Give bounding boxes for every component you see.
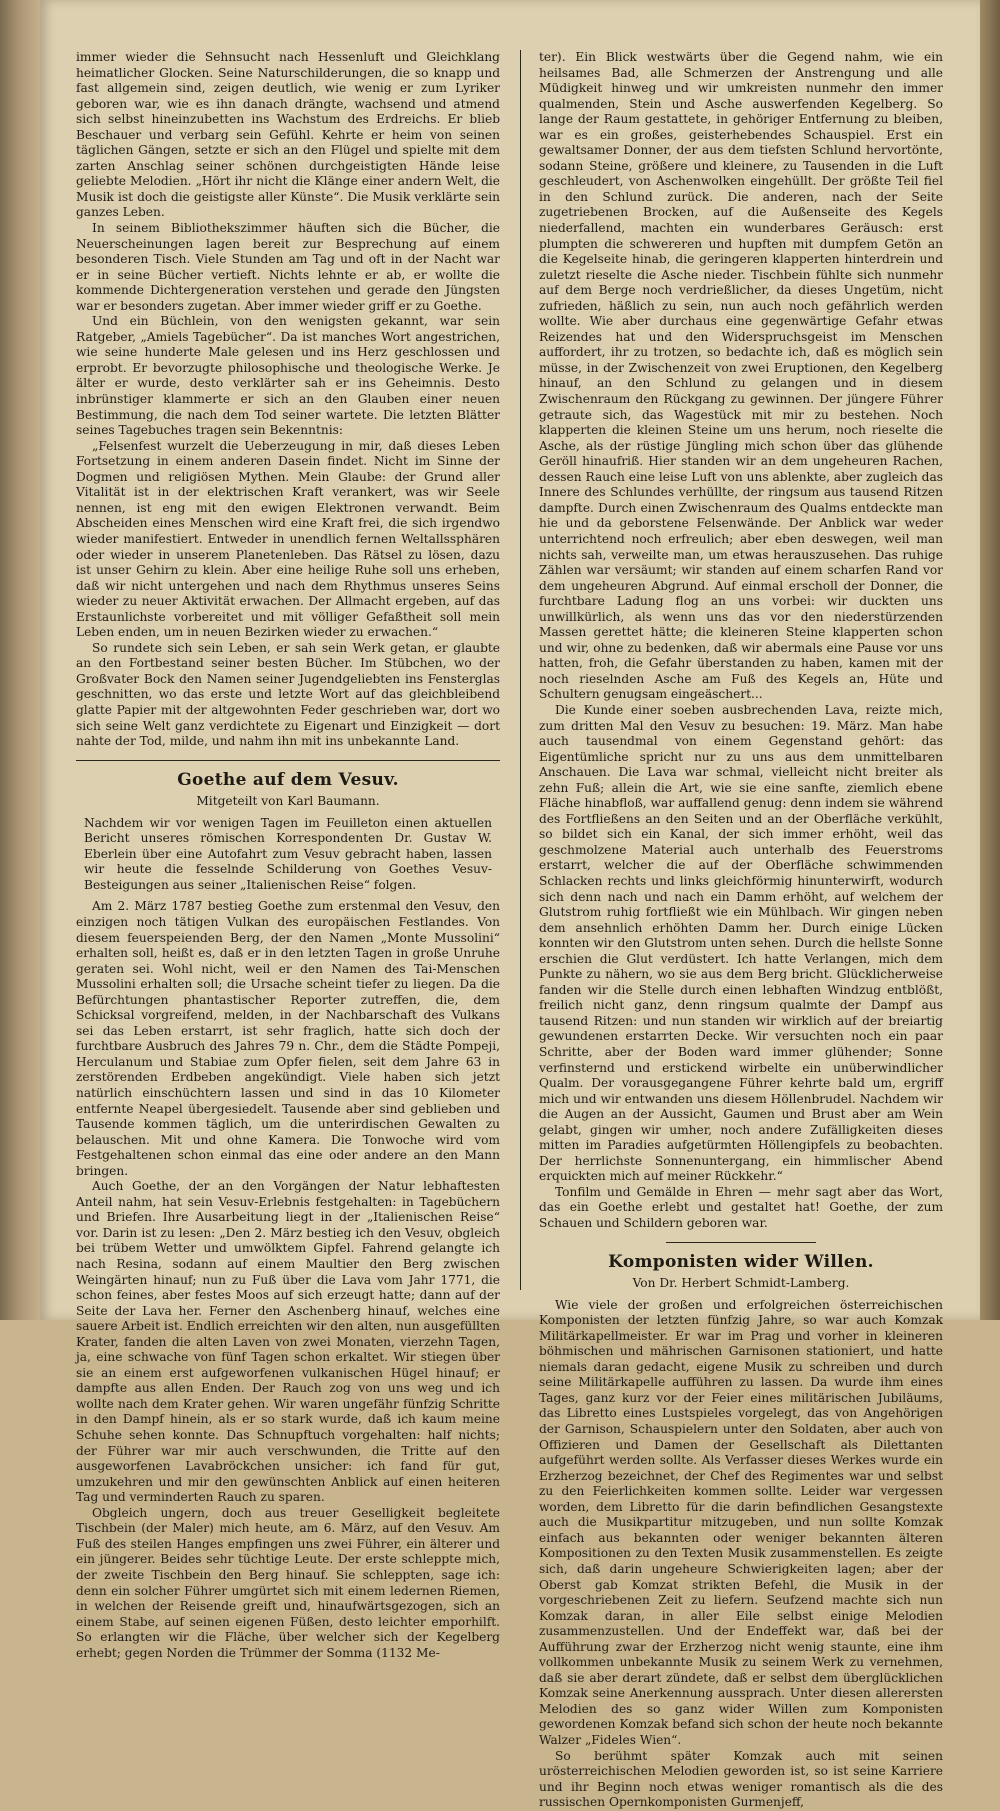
goethe-byline: Mitgeteilt von Karl Baumann.	[196, 794, 380, 809]
article-paragraph: Auch Goethe, der an den Vorgängen der Natur lebhaftesten Anteil nahm, hat sein Vesuv-Erlebnis festgehalten: in Tagebüchern und Briefen. Ihre Ausarbeitung liegt in der „Italienischen Reise“ vor. Darin ist zu lesen: „Den 2. März bestieg ich den Vesuv, obgleich bei trübem Wetter und umwölktem Gipfel. Fahrend gelangte ich nach Resina, sodann auf einem Maultier den Berg zwischen Weingärten hinauf; nun zu Fuß über die Lava vom Jahr 1771, die schon feines, aber festes Moos auf sich erzeugt hatte; dann auf der Seite der Lava her. Ferner den Aschenberg hinauf, welches eine sauere Arbeit ist. Endlich erreichten wir den alten, nun ausgefüllten Krater, fanden die alten Laven von zwei Monaten, vierzehn Tagen, ja, eine schwache von fünf Tagen schon erkaltet. Wir stiegen über sie an einem erst aufgeworfenen vulkanischen Hügel hinauf; er dampfte aus allen Enden. Der Rauch zog von uns weg und ich wollte nach dem Krater gehen. Wir waren ungefähr fünfzig Schritte in den Dampf hinein, als er so stark wurde, daß ich kaum meine Schuhe sehen konnte. Das Schnupftuch vorgehalten: half nichts; der Führer war mir auch verschwunden, die Tritte auf den ausgeworfenen Lavabröckchen unsicher: ich fand für gut, umzukehren und mir den gewünschten Anblick auf einen heiteren Tag und verminderten Rauch zu sparen.	[76, 1179, 500, 1505]
goethe-headline: Goethe auf dem Vesuv.	[177, 769, 399, 790]
article-paragraph: ter). Ein Blick westwärts über die Gegend nahm, wie ein heilsames Bad, alle Schmerzen der Anstrengung und alle Müdigkeit hinweg und wir umkreisten nunmehr den immer qualmenden, Stein und Asche auswerfenden Kegelberg. So lange der Raum gestattete, in gehöriger Entfernung zu bleiben, war es ein großes, geisterhebendes Schauspiel. Erst ein gewaltsamer Donner, der aus dem tiefsten Schlund hervortönte, sodann Steine, größere und kleinere, zu Tausenden in die Luft geschleudert, von Aschenwolken eingehüllt. Der größte Teil fiel in den Schlund zurück. Die anderen, nach der Seite zugetriebenen Brocken, auf die Außenseite des Kegels niederfallend, machten ein wunderbares Geräusch: erst plumpten die schwereren und hupften mit dumpfem Getön an die Kegelseite hinab, die geringeren klapperten hinterdrein und zuletzt rieselte die Asche nieder. Tischbein fühlte sich nunmehr auf dem Berge noch verdrießlicher, da dieses Ungetüm, nicht zufrieden, häßlich zu sein, nun auch noch gefährlich werden wollte. Wie aber durchaus eine gegenwärtige Gefahr etwas Reizendes hat und den Widerspruchsgeist im Menschen auffordert, ihr zu trotzen, so bedachte ich, daß es möglich sein müsse, in der Zwischenzeit von zwei Eruptionen, den Kegelberg hinauf, an den Schlund zu gelangen und in diesem Zwischenraum den Rückgang zu gewinnen. Der jüngere Führer getraute sich, das Wagestück mit mir zu bestehen. Noch klapperten die kleinen Steine um uns herum, noch rieselte die Asche, als der rüstige Jüngling mich schon über das glühende Geröll hinaufriß. Hier standen wir an dem ungeheuren Rachen, dessen Rauch eine leise Luft von uns ablenkte, aber zugleich das Innere des Schlundes verhüllte, der ringsum aus tausend Ritzen dampfte. Durch einen Zwischenraum des Qualms entdeckte man hie und da geborstene Felsenwände. Der Anblick war weder unterrichtend noch erfreulich; aber eben deswegen, weil man nichts sah, verweilte man, um etwas herauszusehen. Das ruhige Zählen war versäumt; wir standen auf einem scharfen Rand vor dem ungeheuren Abgrund. Auf einmal erscholl der Donner, die furchtbare Ladung flog an uns vorbei: wir duckten uns unwillkürlich, als wenn uns das vor den niederstürzenden Massen gerettet hätte; die kleineren Steine klapperten schon und wir, ohne zu bedenken, daß wir abermals eine Pause vor uns hatten, froh, die Gefahr überstanden zu haben, kamen mit der noch rieselnden Asche am Fuß des Kegels an, Hüte und Schultern genugsam eingeäschert...	[539, 50, 943, 702]
column-divider	[520, 50, 521, 1290]
article-paragraph: So berühmt später Komzak auch mit seinen urösterreichischen Melodien geworden ist, so ist seine Karriere und ihr Beginn noch etwas weniger romantisch als die des russischen Opernkomponisten Gurmenjeff,	[539, 1748, 943, 1810]
article-paragraph: Am 2. März 1787 bestieg Goethe zum erstenmal den Vesuv, den einzigen noch tätigen Vulkan des europäischen Festlandes. Von diesem feuerspeienden Berg, der den Namen „Monte Mussolini“ erhalten soll, heißt es, daß er in den letzten Tagen in große Unruhe geraten sei. Wohl nicht, weil er den Namen des Tai-Menschen Mussolini erhalten soll; die Ursache scheint tiefer zu liegen. Da die Befürchtungen phantastischer Reporter zutreffen, die, dem Schicksal vorgreifend, melden, in der Nachbarschaft des Vulkans sei das Leben erstarrt, ist sehr fraglich, hatte sich doch der furchtbare Ausbruch des Jahres 79 n. Chr., dem die Städte Pompeji, Herculanum und Stabiae zum Opfer fielen, seit dem Jahre 63 in zerstörenden Erdbeben angekündigt. Viele haben sich jetzt natürlich einschüchtern lassen und sind in das 10 Kilometer entfernte Neapel übergesiedelt. Tausende aber sind geblieben und Tausende kommen täglich, um die unterirdischen Gewalten zu belauschen. Mit und ohne Kamera. Die Tonwoche wird vom Festgehaltenen schon einmal das eine oder andere an den Mann bringen.	[76, 899, 500, 1178]
section-rule	[666, 1242, 816, 1243]
komponisten-headline: Komponisten wider Willen.	[608, 1251, 874, 1272]
article-paragraph: Und ein Büchlein, von den wenigsten gekannt, war sein Ratgeber, „Amiels Tagebücher“. Da ist manches Wort angestrichen, wie seine hunderte Male gelesen und ins Herz geschlossen und erprobt. Er bevorzugte philosophische und theologische Werke. Je älter er wurde, desto verklärter sah er ins Geheimnis. Desto inbrünstiger klammerte er sich an den Glauben einer neuen Bestimmung, die nach dem Tod seiner wartete. Die letzten Blätter seines Tagebuches tragen sein Bekenntnis:	[76, 314, 500, 438]
goethe-intro: Nachdem wir vor wenigen Tagen im Feuilleton einen aktuellen Bericht unseres römischen Korrespondenten Dr. Gustav W. Eberlein über eine Autofahrt zum Vesuv gebracht haben, lassen wir heute die fesselnde Schilderung von Goethes Vesuv-Besteigungen aus seiner „Italienischen Reise“ folgen.	[84, 815, 492, 892]
article-paragraph: Obgleich ungern, doch aus treuer Geselligkeit begleitete Tischbein (der Maler) mich heute, am 6. März, auf den Vesuv. Am Fuß des steilen Hanges empfingen uns zwei Führer, ein älterer und ein jüngerer. Beides sehr tüchtige Leute. Der erste schleppte mich, der zweite Tischbein den Berg hinauf. Sie schleppten, sage ich: denn ein solcher Führer umgürtet sich mit einem ledernen Riemen, in welchen der Reisende greift und, hinaufwärtsgezogen, sich an einem Stabe, auf seinen eigenen Füßen, desto leichter emporhilft. So erlangten wir die Fläche, über welcher sich der Kegelberg erhebt; gegen Norden die Trümmer der Somma (1132 Me-	[76, 1505, 500, 1660]
page-edge-shadow	[980, 0, 1000, 1320]
article-paragraph: „Felsenfest wurzelt die Ueberzeugung in mir, daß dieses Leben Fortsetzung in einem anderen Dasein findet. Nicht im Sinne der Dogmen und religiösen Mythen. Mein Glaube: der Grund aller Vitalität ist in der elektrischen Kraft verankert, was wir Seele nennen, ist eng mit den ewigen Elektronen verwandt. Beim Abscheiden eines Menschen wird eine Kraft frei, die sich irgendwo wieder manifestiert. Entweder in unendlich fernen Weltallssphären oder wieder in unserem Planetenleben. Das Rätsel zu lösen, dazu ist unser Gehirn zu klein. Aber eine heilige Ruhe soll uns erheben, daß wir nicht untergehen und nach dem Rhythmus unseres Seins wieder zu neuer Aktivität erwachen. Der Allmacht ergeben, auf das Erstaunlichste vorbereitet und mit völliger Gefaßtheit soll mein Leben enden, um in neuen Bezirken wieder zu erwachen.“	[76, 438, 500, 640]
article-paragraph: immer wieder die Sehnsucht nach Hessenluft und Gleichklang heimatlicher Glocken. Seine Naturschilderungen, die so knapp und fast allgemein sind, zeigen deutlich, wie wenig er zum Lyriker geboren war, wie es ihn danach drängte, wachsend und atmend sich selbst hineinzubetten ins Wachstum des Erdreichs. Er blieb Beschauer und verbarg sein Gefühl. Kehrte er heim von seinen täglichen Gängen, setzte er sich an den Flügel und spielte mit dem zarten Anschlag seiner schönen durchgeistigten Hände leise geliebte Melodien. „Hört ihr nicht die Klänge einer andern Welt, die Musik ist doch die geistigste aller Künste“. Die Musik verklärte sein ganzes Leben.	[76, 50, 500, 220]
article-paragraph: In seinem Bibliothekszimmer häuften sich die Bücher, die Neuerscheinungen lagen bereit zur Besprechung auf einem besonderen Tisch. Viele Stunden am Tag und oft in der Nacht war er in seine Bücher vertieft. Nichts lehnte er ab, er wollte die kommende Dichtergeneration verstehen und gerade den Jüngsten war er besonders zugetan. Aber immer wieder griff er zu Goethe.	[76, 221, 500, 313]
right-column	[539, 50, 943, 1811]
section-rule	[76, 760, 500, 761]
left-column	[76, 50, 500, 1661]
article-paragraph: Die Kunde einer soeben ausbrechenden Lava, reizte mich, zum dritten Mal den Vesuv zu besuchen: 19. März. Man habe auch tausendmal von einem Gegenstand gehört: das Eigentümliche spricht nur zu uns aus dem unmittelbaren Anschauen. Die Lava war schmal, vielleicht nicht breiter als zehn Fuß; allein die Art, wie sie eine sanfte, ziemlich ebene Fläche hinabfloß, war auffallend genug: denn indem sie während des Fortfließens an den Seiten und an der Oberfläche verkühlt, so bildet sich ein Kanal, der sich immer erhöht, weil das geschmolzene Material auch unterhalb des Feuerstroms erstarrt, welcher die auf der Oberfläche schwimmenden Schlacken rechts und links gleichförmig hinunterwirft, wodurch sich denn nach und nach ein Damm erhöht, auf welchem der Glutstrom ruhig fortfließt wie ein Mühlbach. Wir gingen neben dem ansehnlich erhöhten Damm her. Durch einige Lücken konnten wir den Glutstrom unten sehen. Durch die hellste Sonne erschien die Glut verdüstert. Ich hatte Verlangen, mich dem Punkte zu nähern, wo sie aus dem Berg bricht. Glücklicherweise fanden wir die Stelle durch einen lebhaften Windzug entblößt, freilich nicht ganz, denn ringsum qualmte der Dampf aus tausend Ritzen: und nun standen wir wirklich auf der breiartig gewundenen erstarrten Decke. Wir versuchten noch ein paar Schritte, aber der Boden ward immer glühender; Sonne verfinsternd und erstickend wirbelte ein unüberwindlicher Qualm. Der vorausgegangene Führer kehrte bald um, ergriff mich und wir entwanden uns diesem Höllenbrudel. Nachdem wir die Augen an der Aussicht, Gaumen und Brust aber am Wein gelabt, gingen wir umher, noch andere Zufälligkeiten dieses mitten im Paradies aufgetürmten Höllengipfels zu beobachten. Der herrlichste Sonnenuntergang, ein himmlischer Abend erquickten mich auf meiner Rückkehr.“	[539, 702, 943, 1184]
article-paragraph: Tonfilm und Gemälde in Ehren — mehr sagt aber das Wort, das ein Goethe erlebt und gestaltet hat! Goethe, der zum Schauen und Schildern geboren war.	[539, 1184, 943, 1231]
komponisten-byline: Von Dr. Herbert Schmidt-Lamberg.	[632, 1276, 850, 1291]
article-paragraph: So rundete sich sein Leben, er sah sein Werk getan, er glaubte an den Fortbestand seiner besten Bücher. Im Stübchen, wo der Großvater Bock den Namen seiner Jugendgeliebten ins Fensterglas geschnitten, wo das erste und letzte Wort auf das gleichbleibend glatte Papier mit der altgewohnten Feder geschrieben war, dort wo sich seine Welt ganz verdichtete zu Eigenart und Einzigkeit — dort nahte der Tod, milde, und nahm ihn mit ins unbekannte Land.	[76, 640, 500, 749]
article-paragraph: Wie viele der großen und erfolgreichen österreichischen Komponisten der letzten fünfzig Jahre, so war auch Komzak Militärkapellmeister. Er war im Prag und vorher in kleineren böhmischen und mährischen Garnisonen stationiert, und hatte niemals daran gedacht, eigene Musik zu schreiben und durch seine Militärkapelle aufführen zu lassen. Da wurde ihm eines Tages, ganz kurz vor der Feier eines militärischen Jubiläums, das Libretto eines Lustspieles vorgelegt, das von Angehörigen der Garnison, Schauspielern unter den Soldaten, aber auch von Offizieren und Damen der Gesellschaft als Dilettanten aufgeführt werden sollte. Als Verfasser dieses Werkes wurde ein Erzherzog bezeichnet, der Chef des Regimentes war und selbst zu den Feierlichkeiten kommen sollte. Leider war vergessen worden, dem Libretto für die darin befindlichen Gesangstexte auch die Musikpartitur mitzugeben, und nun sollte Komzak einfach aus bekannten oder weniger bekannten älteren Kompositionen zu den Texten Musik zusammenstellen. Es zeigte sich, daß darin ungeheure Schwierigkeiten lagen; aber der Oberst gab Komzat strikten Befehl, die Musik in der vorgeschriebenen Zeit zu liefern. Seufzend machte sich nun Komzak daran, in aller Eile selbst einige Melodien zusammenzustellen. Und der Endeffekt war, daß bei der Aufführung zwar der Erzherzog nicht wenig staunte, eine ihm vollkommen unbekannte Musik zu seinem Werk zu vernehmen, daß sie aber derart zündete, daß er selbst dem überglücklichen Komzak seine Anerkennung aussprach. Unter diesen allerersten Melodien des so ganz wider Willen zum Komponisten gewordenen Komzak befand sich schon der heute noch bekannte Walzer „Fideles Wien“.	[539, 1297, 943, 1747]
book-binding-shadow	[0, 0, 40, 1320]
